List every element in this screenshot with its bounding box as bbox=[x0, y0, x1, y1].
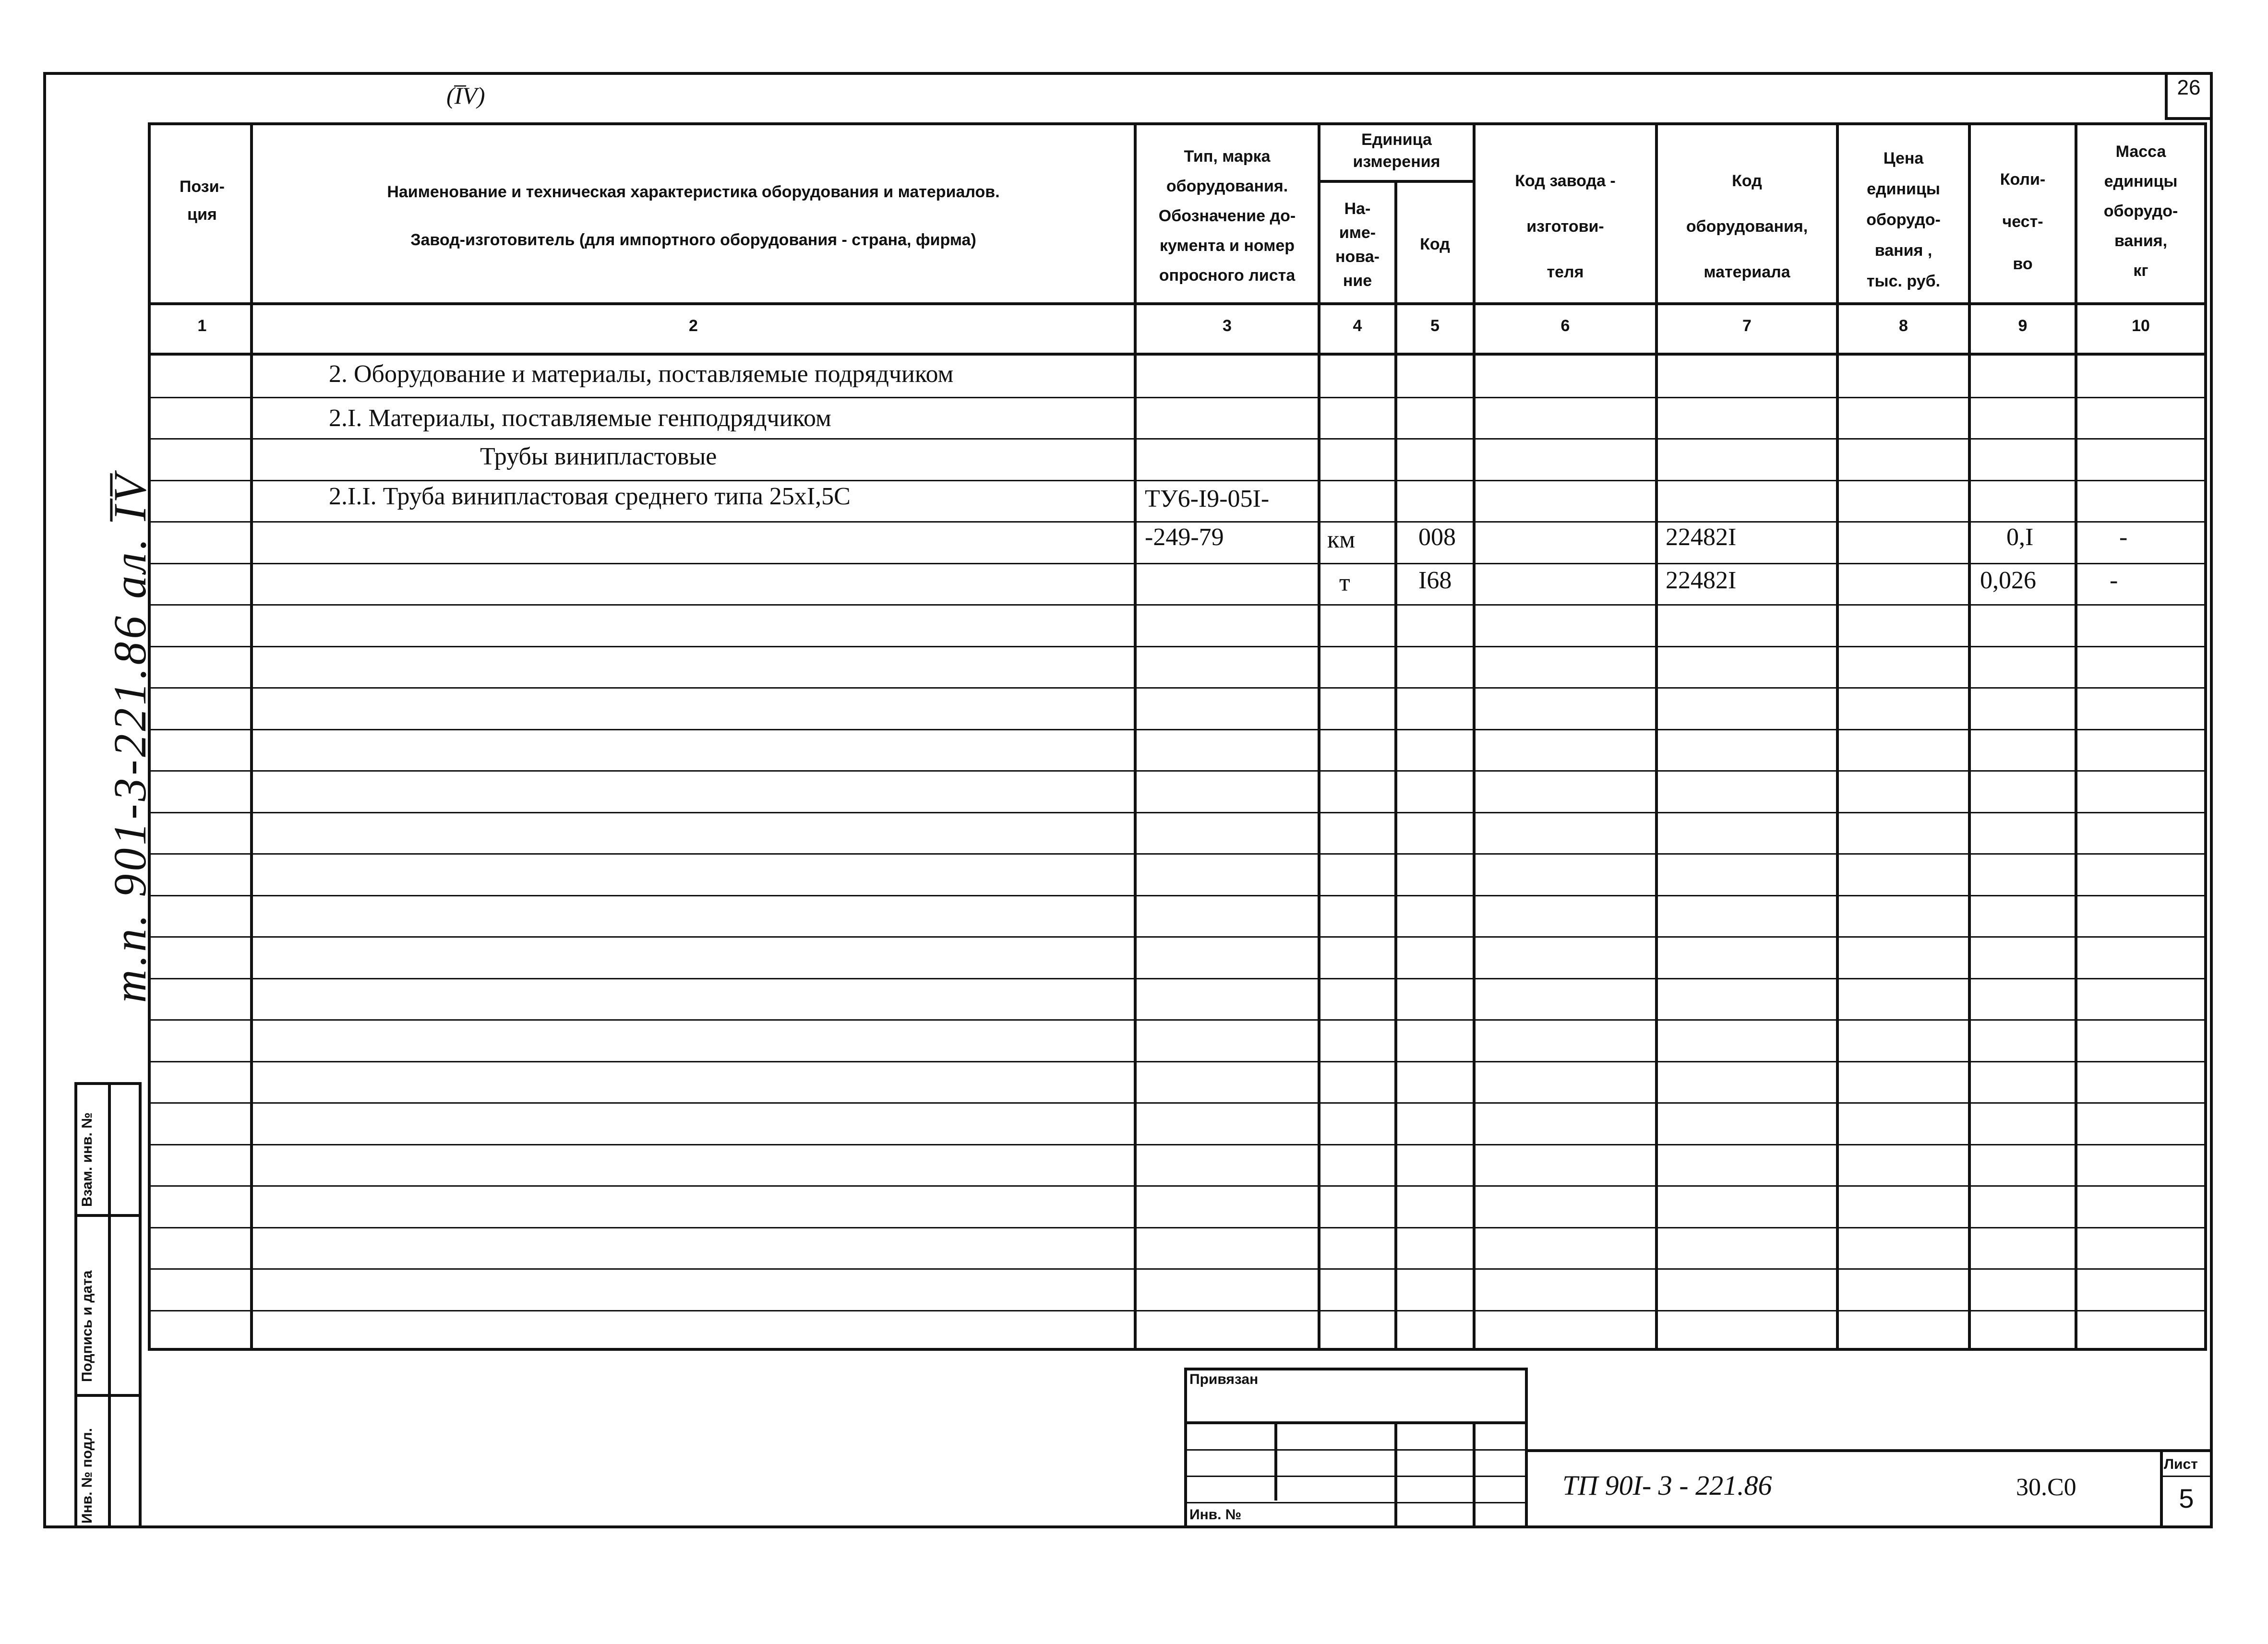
col-line bbox=[1836, 122, 1839, 1351]
row-separator bbox=[148, 978, 2207, 979]
row-separator bbox=[148, 1061, 2207, 1062]
row-separator bbox=[148, 1144, 2207, 1145]
colnum-1: 1 bbox=[197, 317, 207, 335]
privyazan-line bbox=[1184, 1476, 1528, 1477]
colnum-6: 6 bbox=[1560, 317, 1570, 335]
row-separator bbox=[148, 438, 2207, 440]
row-separator bbox=[148, 853, 2207, 855]
privyazan-vline bbox=[1274, 1421, 1277, 1501]
left-stamp-sep bbox=[74, 1394, 142, 1397]
header-unit-mass: Масса единицы оборудо- вания, кг bbox=[2103, 143, 2178, 280]
header-factory-code: Код завода - изготови- теля bbox=[1515, 172, 1616, 281]
col-line bbox=[1968, 122, 1971, 1351]
row-5-mass: - bbox=[2119, 524, 2128, 551]
row-1-name: 2. Оборудование и материалы, поставляемые подрядчиком bbox=[329, 360, 954, 388]
side-handwritten-note: т.п. 901-3-221.86 ал. I̅V̅ bbox=[104, 472, 156, 1003]
row-separator bbox=[148, 1310, 2207, 1311]
row-separator bbox=[148, 646, 2207, 647]
left-stamp-sep bbox=[74, 1214, 142, 1217]
doc-code: ТП 90I- 3 - 221.86 bbox=[1562, 1470, 1772, 1501]
header-quantity: Коли- чест- во bbox=[2000, 170, 2046, 273]
header-subline bbox=[1318, 180, 1476, 183]
row-separator bbox=[148, 1019, 2207, 1021]
header-unit: Единица измерения bbox=[1353, 131, 1440, 171]
row-separator bbox=[148, 397, 2207, 398]
row-4-type: ТУ6-I9-05I- bbox=[1145, 485, 1270, 512]
col-line bbox=[1473, 122, 1476, 1351]
row-separator bbox=[148, 604, 2207, 606]
header-position: Пози- ция bbox=[180, 178, 225, 224]
col-line bbox=[1134, 122, 1137, 1351]
header-unit-price: Цена единицы оборудо- вания , тыс. руб. bbox=[1866, 149, 1941, 290]
row-5-quantity: 0,I bbox=[2006, 524, 2034, 551]
title-block-top-line bbox=[1528, 1449, 2207, 1452]
row-separator bbox=[148, 729, 2207, 730]
row-separator bbox=[148, 687, 2207, 689]
row-5-equipment-code: 22482I bbox=[1666, 524, 1737, 551]
stamp-inv-podl: Инв. № подл. bbox=[79, 1428, 95, 1524]
row-2-name: 2.I. Материалы, поставляемые генподрядчиком bbox=[329, 405, 831, 432]
row-separator bbox=[148, 480, 2207, 481]
colnum-bottom-line bbox=[148, 353, 2207, 356]
top-mark: (I̅V) bbox=[446, 82, 485, 109]
row-separator bbox=[148, 1227, 2207, 1228]
row-separator bbox=[148, 521, 2207, 523]
col-line bbox=[1655, 122, 1658, 1351]
row-separator bbox=[148, 1102, 2207, 1104]
corner-sheet-number: 26 bbox=[2177, 76, 2201, 99]
privyazan-label: Привязан bbox=[1189, 1371, 1259, 1387]
stamp-vzam-inv: Взам. инв. № bbox=[79, 1112, 95, 1207]
colnum-9: 9 bbox=[2018, 317, 2028, 335]
row-6-mass: - bbox=[2110, 567, 2118, 594]
sheet-label: Лист bbox=[2164, 1456, 2198, 1472]
left-stamp-divider bbox=[108, 1082, 111, 1528]
col-line bbox=[1318, 122, 1320, 1351]
row-separator bbox=[148, 563, 2207, 564]
header-name: Наименование и техническая характеристика оборудования и материалов. Завод-изготовитель (для импортного оборудования - страна, фирма) bbox=[387, 183, 1000, 249]
stamp-signature-date: Подпись и дата bbox=[79, 1270, 95, 1382]
row-separator bbox=[148, 812, 2207, 813]
colnum-3: 3 bbox=[1223, 317, 1232, 335]
colnum-7: 7 bbox=[1742, 317, 1752, 335]
privyazan-line bbox=[1184, 1502, 1528, 1503]
header-unit-name: На- име- нова- ние bbox=[1335, 200, 1380, 290]
privyazan-box bbox=[1184, 1368, 1528, 1528]
col-line bbox=[250, 122, 253, 1351]
row-separator bbox=[148, 895, 2207, 896]
col-line bbox=[1394, 180, 1397, 1351]
header-equipment-code: Код оборудования, материала bbox=[1686, 172, 1808, 281]
row-separator bbox=[148, 1268, 2207, 1270]
sheet-box-line bbox=[2160, 1476, 2213, 1477]
header-unit-code: Код bbox=[1420, 235, 1450, 253]
col-line bbox=[2204, 122, 2207, 1351]
row-6-unit: т bbox=[1339, 569, 1350, 596]
inv-no-label: Инв. № bbox=[1189, 1507, 1242, 1523]
colnum-4: 4 bbox=[1353, 317, 1362, 335]
row-separator bbox=[148, 1185, 2207, 1187]
row-6-quantity: 0,026 bbox=[1980, 567, 2036, 594]
colnum-5: 5 bbox=[1430, 317, 1440, 335]
table-frame bbox=[148, 122, 2207, 1351]
row-5-code: 008 bbox=[1418, 524, 1456, 551]
row-6-equipment-code: 22482I bbox=[1666, 567, 1737, 594]
colnum-10: 10 bbox=[2132, 317, 2150, 335]
row-5-unit: км bbox=[1327, 526, 1356, 553]
header-type: Тип, марка оборудования. Обозначение до- кумента и номер опросного листа bbox=[1158, 147, 1296, 285]
header-bottom-line bbox=[148, 302, 2207, 305]
privyazan-line bbox=[1184, 1421, 1528, 1424]
row-3-name: Трубы винипластовые bbox=[480, 443, 717, 470]
privyazan-vline bbox=[1394, 1421, 1397, 1528]
row-6-code: I68 bbox=[1418, 567, 1452, 594]
colnum-2: 2 bbox=[689, 317, 698, 335]
row-separator bbox=[148, 936, 2207, 938]
sheet-number: 5 bbox=[2179, 1483, 2194, 1513]
row-5-type: -249-79 bbox=[1145, 524, 1224, 551]
section-code: 30.C0 bbox=[2016, 1474, 2076, 1501]
row-separator bbox=[148, 770, 2207, 772]
privyazan-vline bbox=[1473, 1421, 1476, 1528]
privyazan-line bbox=[1184, 1449, 1528, 1451]
col-line bbox=[2075, 122, 2077, 1351]
row-4-name: 2.I.I. Труба винипластовая среднего типа 25хI,5С bbox=[329, 483, 851, 510]
colnum-8: 8 bbox=[1899, 317, 1908, 335]
